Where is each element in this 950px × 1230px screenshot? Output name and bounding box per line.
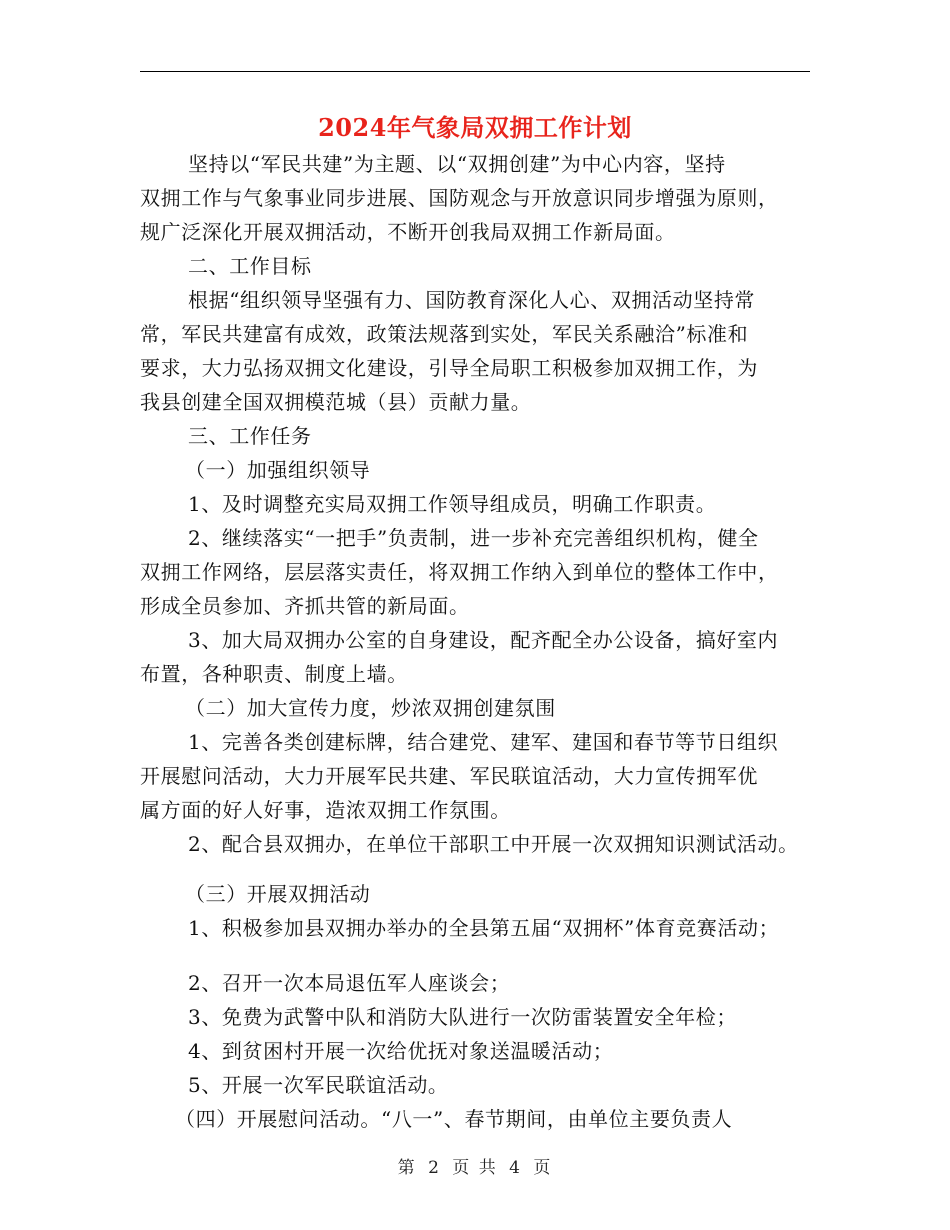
section-heading: 三、工作任务 bbox=[188, 424, 312, 448]
section-heading: 二、工作目标 bbox=[188, 254, 312, 278]
subsection-heading: （四）开展慰问活动。“八一”、春节期间，由单位主要负责人 bbox=[175, 1107, 733, 1131]
body-line: 开展慰问活动，大力开展军民共建、军民联谊活动，大力宣传拥军优 bbox=[140, 764, 758, 788]
body-line: 属方面的好人好事，造浓双拥工作氛围。 bbox=[140, 798, 511, 822]
body-line: 规广泛深化开展双拥活动，不断开创我局双拥工作新局面。 bbox=[140, 220, 676, 244]
body-line: 布置，各种职责、制度上墙。 bbox=[140, 662, 408, 686]
document-title: 2024年气象局双拥工作计划 bbox=[318, 113, 632, 142]
header-rule bbox=[140, 71, 810, 72]
body-line: 1、完善各类创建标牌，结合建党、建军、建国和春节等节日组织 bbox=[188, 730, 779, 754]
body-line: 3、免费为武警中队和消防大队进行一次防雷装置安全年检； bbox=[188, 1005, 737, 1029]
footer-total-pages: 4 bbox=[509, 1158, 522, 1178]
body-line: 3、加大局双拥办公室的自身建设，配齐配全办公设备，搞好室内 bbox=[188, 628, 779, 652]
subsection-heading: （一）加强组织领导 bbox=[185, 458, 371, 482]
footer-suffix: 页 bbox=[533, 1158, 553, 1178]
footer-middle: 页 共 bbox=[452, 1158, 498, 1178]
body-line: 常，军民共建富有成效，政策法规落到实处，军民关系融洽”标准和 bbox=[140, 322, 749, 346]
body-line: 2、继续落实“一把手”负责制，进一步补充完善组织机构，健全 bbox=[188, 526, 759, 550]
subsection-heading: （二）加大宣传力度，炒浓双拥创建氛围 bbox=[185, 696, 556, 720]
body-line: 形成全员参加、齐抓共管的新局面。 bbox=[140, 594, 470, 618]
body-line: 坚持以“军民共建”为主题、以“双拥创建”为中心内容，坚持 bbox=[188, 152, 726, 176]
footer-prefix: 第 bbox=[397, 1158, 417, 1178]
body-line: 2、配合县双拥办，在单位干部职工中开展一次双拥知识测试活动。 bbox=[188, 832, 799, 856]
body-line: 1、积极参加县双拥办举办的全县第五届“双拥杯”体育竞赛活动； bbox=[188, 916, 780, 940]
body-line: 5、开展一次军民联谊活动。 bbox=[188, 1073, 449, 1097]
body-line: 双拥工作网络，层层落实责任，将双拥工作纳入到单位的整体工作中， bbox=[140, 560, 779, 584]
footer-page-number: 2 bbox=[428, 1158, 441, 1178]
body-line: 我县创建全国双拥模范城（县）贡献力量。 bbox=[140, 390, 532, 414]
body-line: 1、及时调整充实局双拥工作领导组成员，明确工作职责。 bbox=[188, 492, 717, 516]
body-line: 2、召开一次本局退伍军人座谈会； bbox=[188, 971, 511, 995]
body-line: 4、到贫困村开展一次给优抚对象送温暖活动； bbox=[188, 1039, 614, 1063]
subsection-heading: （三）开展双拥活动 bbox=[185, 882, 371, 906]
page-footer bbox=[0, 1153, 950, 1178]
body-line: 双拥工作与气象事业同步进展、国防观念与开放意识同步增强为原则， bbox=[140, 186, 779, 210]
body-line: 根据“组织领导坚强有力、国防教育深化人心、双拥活动坚持常 bbox=[188, 288, 756, 312]
body-line: 要求，大力弘扬双拥文化建设，引导全局职工积极参加双拥工作，为 bbox=[140, 356, 758, 380]
